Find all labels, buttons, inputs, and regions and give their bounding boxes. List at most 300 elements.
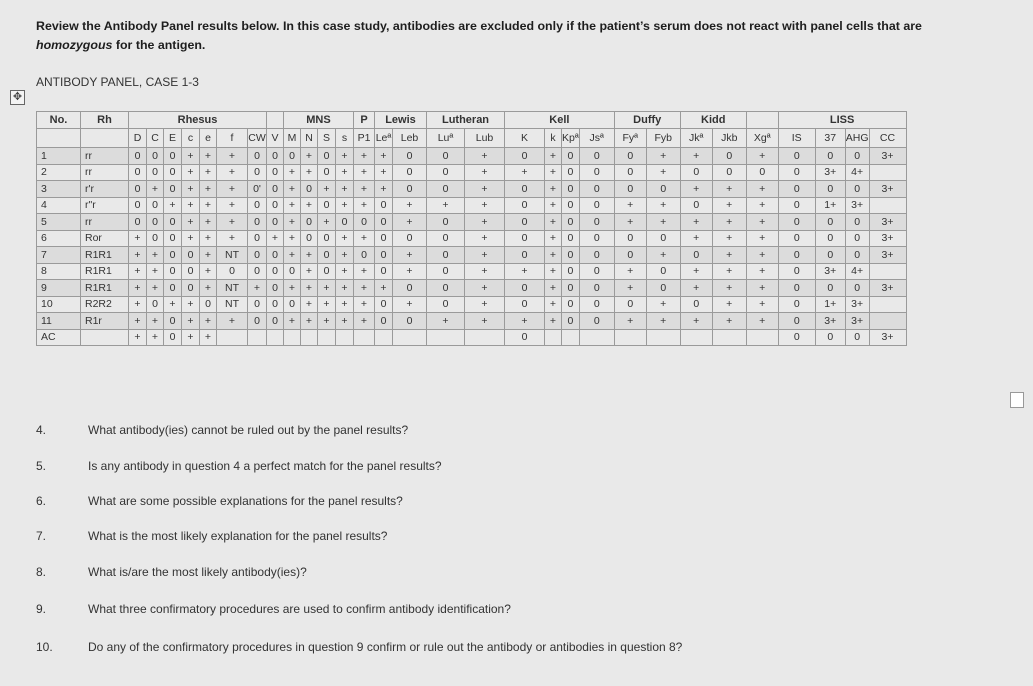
reaction-cell: + <box>354 296 375 313</box>
reaction-cell: + <box>712 280 746 297</box>
reaction-cell: 0 <box>393 181 427 198</box>
reaction-cell: 0 <box>375 247 393 264</box>
question-number: 9. <box>36 602 47 616</box>
reaction-cell: + <box>465 164 505 181</box>
reaction-cell: + <box>646 197 680 214</box>
reaction-cell: 0 <box>147 164 164 181</box>
reaction-cell: 0 <box>505 214 545 231</box>
reaction-cell: 3+ <box>869 329 906 346</box>
reaction-cell: + <box>712 263 746 280</box>
reaction-cell: + <box>301 313 318 330</box>
reaction-cell: 0 <box>646 263 680 280</box>
reaction-cell: 0 <box>614 181 646 198</box>
reaction-cell: 0 <box>646 280 680 297</box>
reaction-cell: + <box>545 197 562 214</box>
reaction-cell: 0 <box>562 148 580 165</box>
reaction-cell: 0 <box>579 280 614 297</box>
rh-phenotype: R1R1 <box>81 280 129 297</box>
reaction-cell: 0 <box>845 214 869 231</box>
reaction-cell: + <box>354 313 375 330</box>
reaction-cell: + <box>318 296 336 313</box>
reaction-cell: 0 <box>164 263 182 280</box>
antigen-header: Jkb <box>712 129 746 148</box>
reaction-cell: + <box>336 148 354 165</box>
reaction-cell: 3+ <box>869 214 906 231</box>
reaction-cell: + <box>712 197 746 214</box>
reaction-cell: + <box>301 263 318 280</box>
reaction-cell: + <box>200 148 217 165</box>
header-blank <box>81 129 129 148</box>
reaction-cell: 0 <box>147 197 164 214</box>
reaction-cell: 0 <box>746 164 778 181</box>
antigen-header: K <box>505 129 545 148</box>
cell-number: 9 <box>37 280 81 297</box>
reaction-cell: + <box>545 313 562 330</box>
header-rh: Rh <box>81 112 129 129</box>
header-blank <box>267 112 284 129</box>
cell-number: 8 <box>37 263 81 280</box>
reaction-cell: + <box>147 280 164 297</box>
antigen-header: Kpª <box>562 129 580 148</box>
reaction-cell: 0 <box>427 280 465 297</box>
reaction-cell: + <box>545 164 562 181</box>
cell-number: 3 <box>37 181 81 198</box>
reaction-cell: 3+ <box>845 313 869 330</box>
reaction-cell: 1+ <box>815 296 845 313</box>
reaction-cell: + <box>646 164 680 181</box>
cell-number: 5 <box>37 214 81 231</box>
reaction-cell: + <box>354 280 375 297</box>
reaction-cell: 0 <box>712 164 746 181</box>
reaction-cell: + <box>465 280 505 297</box>
reaction-cell: + <box>336 181 354 198</box>
reaction-cell: + <box>217 164 248 181</box>
reaction-cell: 0 <box>393 280 427 297</box>
cell-number: 1 <box>37 148 81 165</box>
reaction-cell: 0 <box>267 164 284 181</box>
reaction-cell: + <box>301 280 318 297</box>
reaction-cell: 0 <box>778 164 815 181</box>
reaction-cell: 0 <box>427 181 465 198</box>
antigen-header: Lub <box>465 129 505 148</box>
reaction-cell <box>869 296 906 313</box>
reaction-cell: + <box>375 280 393 297</box>
antigen-header: CW <box>248 129 267 148</box>
reaction-cell: + <box>200 247 217 264</box>
reaction-cell: 0 <box>505 329 545 346</box>
antigen-header: Fyª <box>614 129 646 148</box>
reaction-cell: 0 <box>129 197 147 214</box>
reaction-cell: + <box>267 230 284 247</box>
reaction-cell: 0' <box>248 181 267 198</box>
reaction-cell <box>579 329 614 346</box>
rh-phenotype: R1R1 <box>81 247 129 264</box>
reaction-cell: 3+ <box>869 148 906 165</box>
reaction-cell <box>545 329 562 346</box>
reaction-cell: + <box>182 164 200 181</box>
reaction-cell: 0 <box>778 280 815 297</box>
rh-phenotype: Ror <box>81 230 129 247</box>
reaction-cell <box>354 329 375 346</box>
reaction-cell: + <box>746 148 778 165</box>
reaction-cell: 0 <box>318 148 336 165</box>
reaction-cell: + <box>336 313 354 330</box>
reaction-cell <box>217 329 248 346</box>
reaction-cell: + <box>545 148 562 165</box>
reaction-cell: 0 <box>845 280 869 297</box>
reaction-cell: 0 <box>301 230 318 247</box>
reaction-cell: 0 <box>301 181 318 198</box>
cell-number: 4 <box>37 197 81 214</box>
reaction-cell: 0 <box>284 148 301 165</box>
reaction-cell: 0 <box>147 296 164 313</box>
reaction-cell: 0 <box>147 148 164 165</box>
reaction-cell <box>427 329 465 346</box>
panel-row <box>37 296 982 313</box>
reaction-cell: 0 <box>562 164 580 181</box>
antibody-panel-table <box>36 111 982 346</box>
reaction-cell: + <box>200 313 217 330</box>
reaction-cell: 0 <box>505 280 545 297</box>
reaction-cell: 0 <box>815 329 845 346</box>
reaction-cell: 0 <box>375 214 393 231</box>
antigen-header: f <box>217 129 248 148</box>
reaction-cell: 0 <box>354 247 375 264</box>
panel-row <box>37 263 982 280</box>
panel-row <box>37 329 982 346</box>
reaction-cell: 0 <box>129 214 147 231</box>
reaction-cell: + <box>217 181 248 198</box>
reaction-cell: 0 <box>562 263 580 280</box>
header-lutheran: Lutheran <box>427 112 505 129</box>
antigen-header: N <box>301 129 318 148</box>
reaction-cell: + <box>712 247 746 264</box>
reaction-cell: + <box>336 197 354 214</box>
reaction-cell: + <box>200 280 217 297</box>
reaction-cell: + <box>465 181 505 198</box>
reaction-cell: 0 <box>778 329 815 346</box>
panel-row <box>37 247 982 264</box>
reaction-cell: + <box>318 280 336 297</box>
reaction-cell: + <box>200 181 217 198</box>
antigen-header-row <box>37 129 982 148</box>
reaction-cell: 0 <box>354 214 375 231</box>
reaction-cell: 0 <box>815 247 845 264</box>
rh-phenotype: R1R1 <box>81 263 129 280</box>
reaction-cell: + <box>301 296 318 313</box>
reaction-cell: + <box>200 197 217 214</box>
reaction-cell: 0 <box>267 280 284 297</box>
reaction-cell: 0 <box>182 247 200 264</box>
reaction-cell: + <box>427 197 465 214</box>
reaction-cell: + <box>217 214 248 231</box>
reaction-cell: 3+ <box>815 164 845 181</box>
reaction-cell: 0 <box>318 197 336 214</box>
antigen-header: s <box>336 129 354 148</box>
reaction-cell: + <box>200 329 217 346</box>
reaction-cell: + <box>129 329 147 346</box>
reaction-cell <box>614 329 646 346</box>
instructions-emphasis: homozygous <box>36 38 113 52</box>
reaction-cell: 0 <box>267 214 284 231</box>
reaction-cell: 0 <box>579 197 614 214</box>
reaction-cell: + <box>614 313 646 330</box>
reaction-cell: 4+ <box>845 263 869 280</box>
reaction-cell: + <box>712 230 746 247</box>
reaction-cell: + <box>680 230 712 247</box>
reaction-cell: 0 <box>815 148 845 165</box>
reaction-cell: + <box>465 148 505 165</box>
reaction-cell: 0 <box>778 214 815 231</box>
reaction-cell: 0 <box>427 263 465 280</box>
instructions-part-2: for the antigen. <box>112 38 206 52</box>
antigen-header: k <box>545 129 562 148</box>
antigen-header: S <box>318 129 336 148</box>
reaction-cell: 0 <box>815 230 845 247</box>
reaction-cell: NT <box>217 296 248 313</box>
reaction-cell: + <box>336 164 354 181</box>
reaction-cell: 0 <box>147 230 164 247</box>
reaction-cell: 0 <box>646 230 680 247</box>
question-text: What are some possible explanations for the panel results? <box>88 494 403 508</box>
reaction-cell: + <box>217 197 248 214</box>
panel-row <box>37 197 982 214</box>
reaction-cell <box>375 329 393 346</box>
reaction-cell: 0 <box>778 148 815 165</box>
antigen-header: Jsª <box>579 129 614 148</box>
reaction-cell: 0 <box>375 313 393 330</box>
cell-number: 10 <box>37 296 81 313</box>
reaction-cell <box>336 329 354 346</box>
reaction-cell: + <box>646 296 680 313</box>
reaction-cell: + <box>200 164 217 181</box>
cell-number: 2 <box>37 164 81 181</box>
reaction-cell: + <box>746 263 778 280</box>
reaction-cell: + <box>284 164 301 181</box>
reaction-cell: + <box>147 263 164 280</box>
reaction-cell: + <box>614 280 646 297</box>
header-kell: Kell <box>505 112 615 129</box>
rh-phenotype: rr <box>81 148 129 165</box>
reaction-cell: 0 <box>845 329 869 346</box>
reaction-cell: 0 <box>614 164 646 181</box>
reaction-cell: 0 <box>267 263 284 280</box>
reaction-cell: 0 <box>267 181 284 198</box>
question-text: What is/are the most likely antibody(ies)? <box>88 565 307 579</box>
reaction-cell: 0 <box>284 296 301 313</box>
reaction-cell: + <box>646 148 680 165</box>
reaction-cell: + <box>614 214 646 231</box>
reaction-cell: + <box>284 280 301 297</box>
header-lewis: Lewis <box>375 112 427 129</box>
reaction-cell: + <box>680 148 712 165</box>
instructions-part-1: Review the Antibody Panel results below. In this case study, antibodies are excluded only if the patient’s serum does not react with panel cells that are <box>36 19 922 33</box>
antigen-header: C <box>147 129 164 148</box>
reaction-cell: + <box>545 247 562 264</box>
reaction-cell: 0 <box>579 214 614 231</box>
reaction-cell: 0 <box>248 214 267 231</box>
reaction-cell <box>680 329 712 346</box>
reaction-cell: + <box>746 280 778 297</box>
rh-phenotype: R1r <box>81 313 129 330</box>
reaction-cell: + <box>354 181 375 198</box>
reaction-cell: + <box>746 214 778 231</box>
reaction-cell: 0 <box>301 214 318 231</box>
reaction-cell: 0 <box>778 197 815 214</box>
header-kidd: Kidd <box>680 112 746 129</box>
header-mns: MNS <box>284 112 354 129</box>
reaction-cell: + <box>545 296 562 313</box>
reaction-cell: 0 <box>778 181 815 198</box>
reaction-cell: 0 <box>427 230 465 247</box>
panel-row <box>37 164 982 181</box>
question-text: Is any antibody in question 4 a perfect match for the panel results? <box>88 459 442 473</box>
reaction-cell: + <box>129 296 147 313</box>
reaction-cell: + <box>505 313 545 330</box>
reaction-cell: NT <box>217 247 248 264</box>
reaction-cell: 0 <box>562 181 580 198</box>
reaction-cell: + <box>284 181 301 198</box>
reaction-cell: + <box>614 263 646 280</box>
reaction-cell: 3+ <box>869 230 906 247</box>
header-duffy: Duffy <box>614 112 680 129</box>
reaction-cell: 0 <box>164 247 182 264</box>
reaction-cell: + <box>200 230 217 247</box>
antigen-header: D <box>129 129 147 148</box>
reaction-cell: + <box>129 230 147 247</box>
reaction-cell: 0 <box>680 247 712 264</box>
reaction-cell: 3+ <box>869 280 906 297</box>
resize-handle[interactable] <box>1010 392 1024 408</box>
reaction-cell: 0 <box>712 148 746 165</box>
header-group-row <box>37 112 982 129</box>
reaction-cell: + <box>147 181 164 198</box>
reaction-cell: + <box>393 214 427 231</box>
reaction-cell: + <box>746 181 778 198</box>
reaction-cell: + <box>545 214 562 231</box>
reaction-cell <box>869 197 906 214</box>
reaction-cell: 0 <box>318 263 336 280</box>
reaction-cell: + <box>646 247 680 264</box>
reaction-cell: 0 <box>845 247 869 264</box>
reaction-cell: + <box>614 197 646 214</box>
reaction-cell: + <box>164 296 182 313</box>
reaction-cell: 0 <box>129 164 147 181</box>
reaction-cell: 0 <box>200 296 217 313</box>
reaction-cell: + <box>680 214 712 231</box>
reaction-cell: 0 <box>267 148 284 165</box>
reaction-cell: + <box>680 181 712 198</box>
move-icon[interactable]: ✥ <box>10 90 25 105</box>
reaction-cell: 0 <box>646 181 680 198</box>
reaction-cell: + <box>182 313 200 330</box>
question-text: Do any of the confirmatory procedures in question 9 confirm or rule out the antibody or antibodies in question 8? <box>88 640 683 654</box>
reaction-cell: 0 <box>778 296 815 313</box>
header-rhesus: Rhesus <box>129 112 267 129</box>
reaction-cell: + <box>182 148 200 165</box>
reaction-cell: 0 <box>164 214 182 231</box>
reaction-cell: 4+ <box>845 164 869 181</box>
reaction-cell: + <box>465 313 505 330</box>
reaction-cell: 0 <box>393 313 427 330</box>
reaction-cell: + <box>427 313 465 330</box>
header-blank <box>746 112 778 129</box>
reaction-cell: 0 <box>427 148 465 165</box>
reaction-cell: 0 <box>267 247 284 264</box>
reaction-cell: 0 <box>182 263 200 280</box>
reaction-cell: + <box>505 263 545 280</box>
reaction-cell: 0 <box>614 296 646 313</box>
instructions-text <box>36 17 996 55</box>
reaction-cell: 0 <box>680 164 712 181</box>
reaction-cell: + <box>336 296 354 313</box>
reaction-cell: 0 <box>164 230 182 247</box>
cell-number: 11 <box>37 313 81 330</box>
reaction-cell: 0 <box>393 164 427 181</box>
reaction-cell: 0 <box>562 313 580 330</box>
reaction-cell: + <box>284 313 301 330</box>
reaction-cell: 0 <box>164 181 182 198</box>
reaction-cell: 0 <box>579 263 614 280</box>
reaction-cell: + <box>200 214 217 231</box>
reaction-cell: + <box>375 148 393 165</box>
antigen-header: AHG <box>845 129 869 148</box>
reaction-cell <box>248 329 267 346</box>
reaction-cell: 0 <box>248 247 267 264</box>
antigen-header: Xgª <box>746 129 778 148</box>
reaction-cell: + <box>182 296 200 313</box>
reaction-cell: + <box>182 230 200 247</box>
reaction-cell: + <box>465 247 505 264</box>
antigen-header: 37 <box>815 129 845 148</box>
reaction-cell: 0 <box>164 148 182 165</box>
reaction-cell: 0 <box>505 296 545 313</box>
reaction-cell: + <box>545 263 562 280</box>
reaction-cell: 3+ <box>845 197 869 214</box>
reaction-cell: 0 <box>393 230 427 247</box>
reaction-cell: 0 <box>164 164 182 181</box>
reaction-cell: 0 <box>579 313 614 330</box>
reaction-cell: 0 <box>562 247 580 264</box>
reaction-cell: NT <box>217 280 248 297</box>
reaction-cell: + <box>680 280 712 297</box>
reaction-cell: + <box>147 329 164 346</box>
antigen-header: M <box>284 129 301 148</box>
reaction-cell <box>869 313 906 330</box>
reaction-cell: 0 <box>614 230 646 247</box>
reaction-cell: + <box>393 296 427 313</box>
reaction-cell: 3+ <box>815 263 845 280</box>
reaction-cell: + <box>129 280 147 297</box>
reaction-cell: + <box>712 181 746 198</box>
reaction-cell: + <box>505 164 545 181</box>
reaction-cell: + <box>336 280 354 297</box>
reaction-cell: + <box>301 164 318 181</box>
reaction-cell: + <box>129 263 147 280</box>
reaction-cell <box>318 329 336 346</box>
header-liss: LISS <box>778 112 906 129</box>
reaction-cell: + <box>354 230 375 247</box>
antigen-header: Jkª <box>680 129 712 148</box>
antigen-header: Leb <box>393 129 427 148</box>
reaction-cell: + <box>354 148 375 165</box>
panel-row <box>37 313 982 330</box>
reaction-cell: 0 <box>505 247 545 264</box>
reaction-cell: + <box>746 247 778 264</box>
reaction-cell: + <box>217 230 248 247</box>
reaction-cell: + <box>712 214 746 231</box>
reaction-cell: + <box>301 197 318 214</box>
